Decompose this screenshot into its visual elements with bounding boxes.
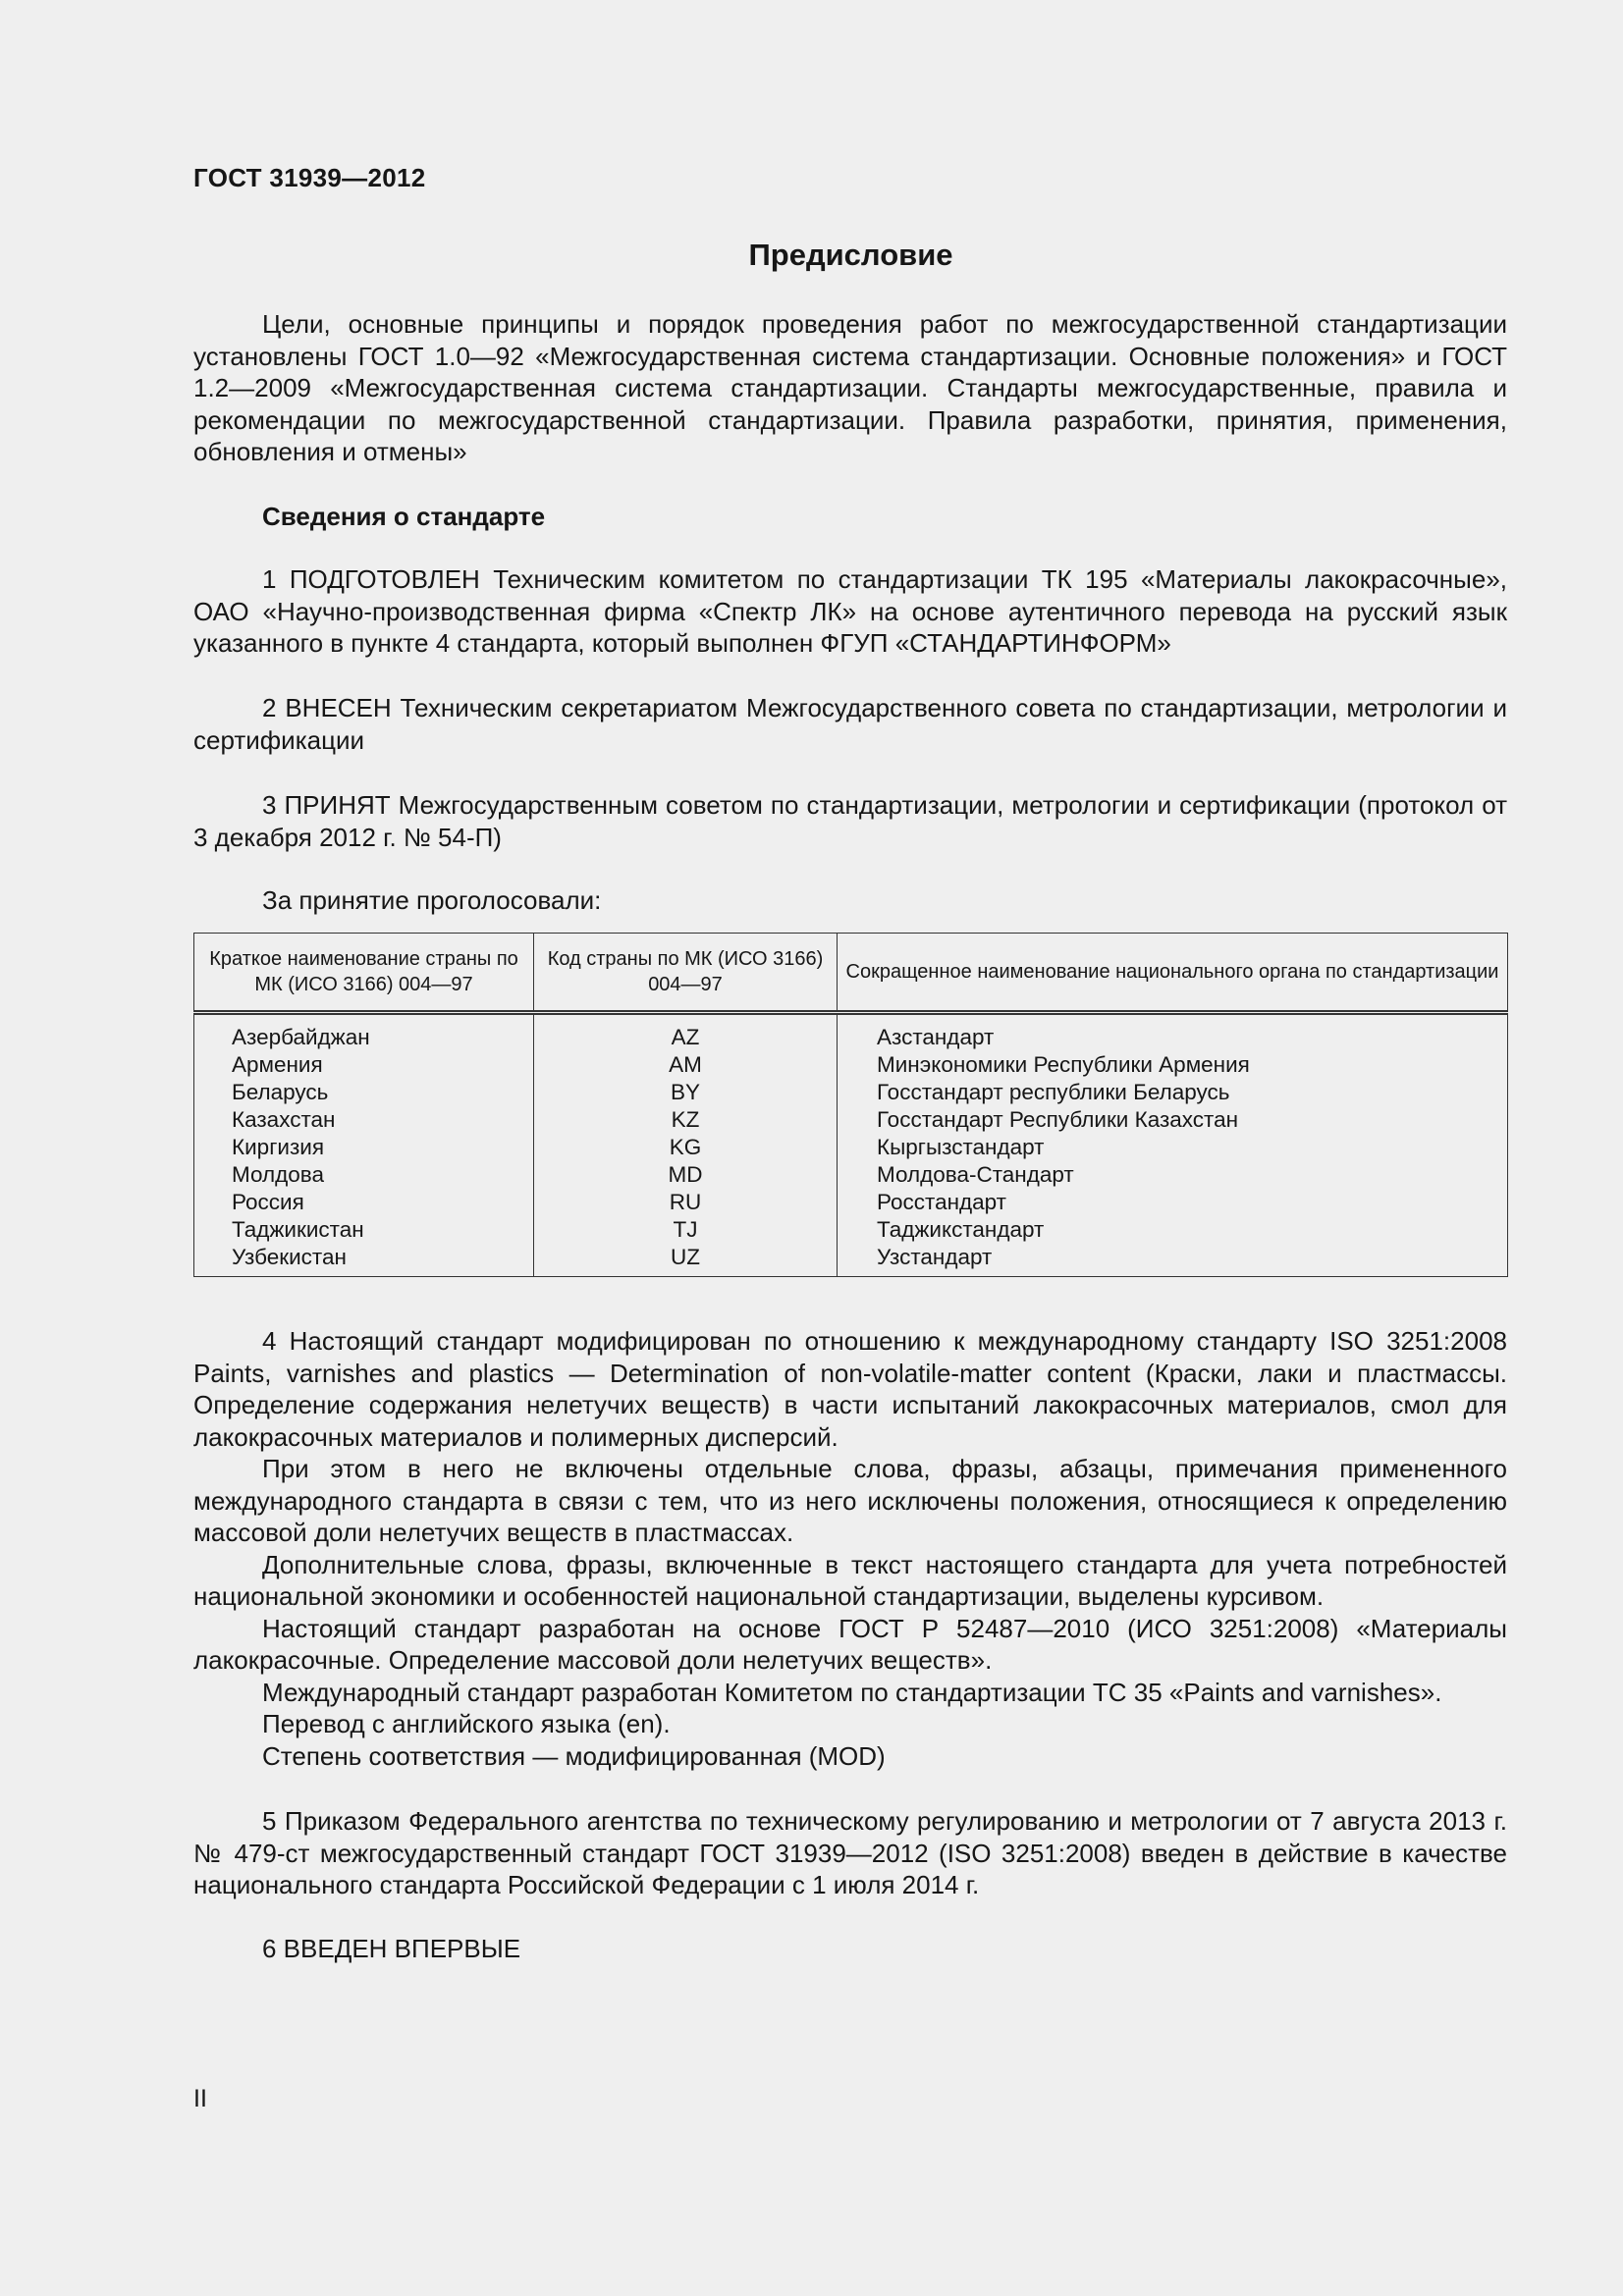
table-header-row [194,934,1508,1013]
section-heading: Сведения о стандарте [262,502,546,531]
country-code: AM [669,1052,702,1077]
intro-block [193,308,1507,468]
national-body: Таджикстандарт [877,1217,1045,1242]
header-country-name: Краткое наименование страны по МК (ИСО 3166) 004—97 [194,934,534,1013]
item-4-paragraph-4: Настоящий стандарт разработан на основе ГОСТ Р 52487—2010 (ИСО 3251:2008) «Материалы лакокрасочные. Определение массовой доли нелетучих веществ». [193,1613,1507,1675]
national-body: Госстандарт Республики Казахстан [877,1107,1239,1132]
intro-paragraph: Цели, основные принципы и порядок проведения работ по межгосударственной стандартизации установлены ГОСТ 1.0—92 «Межгосударственная система стандартизации. Основные положения» и ГОСТ 1.2—2009 «Межгосударственная система стандартизации. Стандарты межгосударственные, правила и рекомендации по межгосударственной стандартизации. Правила разработки, принятия, применения, обновления и отмены» [193,309,1507,466]
item-4-paragraph-2: При этом в него не включены отдельные слова, фразы, абзацы, примечания примененного международного стандарта в связи с тем, что из него исключены положения, относящиеся к определению массовой доли нелетучих веществ в пластмассах. [193,1454,1507,1547]
voted-label: За принятие проголосовали: [262,885,602,915]
country-name: Беларусь [232,1080,329,1104]
national-body: Минэкономики Республики Армения [877,1052,1250,1077]
country-code: TJ [673,1217,698,1242]
item-2-paragraph: 2 ВНЕСЕН Техническим секретариатом Межгосударственного совета по стандартизации, метрологии и сертификации [193,693,1507,755]
country-name: Армения [232,1052,323,1077]
item-4-paragraph-6: Перевод с английского языка (en). [262,1709,671,1738]
item-3-paragraph: 3 ПРИНЯТ Межгосударственным советом по стандартизации, метрологии и сертификации (протокол от 3 декабря 2012 г. № 54-П) [193,790,1507,852]
country-code: KG [669,1135,702,1159]
item-4-paragraph-7: Степень соответствия — модифицированная (MOD) [262,1740,886,1771]
national-body: Азстандарт [877,1025,995,1049]
section-heading-block [193,501,1507,533]
country-names-cell [194,1013,534,1277]
item-6-block [193,1933,1507,1965]
item-1-block [193,563,1507,660]
header-national-body: Сокращенное наименование национального органа по стандартизации [838,934,1508,1013]
national-body: Молдова-Стандарт [877,1162,1074,1187]
country-name: Россия [232,1190,304,1214]
country-name: Киргизия [232,1135,325,1159]
country-name: Узбекистан [232,1245,347,1269]
item-4-paragraph-5: Международный стандарт разработан Комитетом по стандартизации TC 35 «Paints and varnishes». [262,1677,1442,1707]
country-code: UZ [671,1245,700,1269]
table-body-row [194,1013,1508,1277]
page-number: II [193,2085,207,2112]
country-name: Таджикистан [232,1217,364,1242]
header-country-code: Код страны по МК (ИСО 3166) 004—97 [534,934,838,1013]
country-code: KZ [671,1107,700,1132]
item-3-block [193,789,1507,853]
national-body: Росстандарт [877,1190,1006,1214]
country-code: BY [670,1080,700,1104]
country-name: Азербайджан [232,1025,370,1049]
page-title: Предисловие [748,238,953,272]
item-6-paragraph: 6 ВВЕДЕН ВПЕРВЫЕ [262,1934,521,1963]
country-name: Казахстан [232,1107,336,1132]
item-4-paragraph-1: 4 Настоящий стандарт модифицирован по отношению к международному стандарту ISO 3251:2008 Paints, varnishes and plastics — Determination of non-volatile-matter content (Краски, лаки и пластмассы. Определение содержания нелетучих веществ) в части испытаний лакокрасочных материалов, смол для лакокрасочных материалов и полимерных дисперсий. [193,1326,1507,1452]
country-code: MD [668,1162,703,1187]
document-id-header: ГОСТ 31939—2012 [193,163,426,192]
item-4-block [193,1325,1507,1772]
item-5-paragraph: 5 Приказом Федерального агентства по техническому регулированию и метрологии от 7 августа 2013 г. № 479-ст межгосударственный стандарт ГОСТ 31939—2012 (ISO 3251:2008) введен в действие в качестве национального стандарта Российской Федерации с 1 июля 2014 г. [193,1806,1507,1899]
voted-label-block [193,884,1507,917]
national-body: Узстандарт [877,1245,993,1269]
national-bodies-cell [838,1013,1508,1277]
national-body: Госстандарт республики Беларусь [877,1080,1230,1104]
item-1-paragraph: 1 ПОДГОТОВЛЕН Техническим комитетом по стандартизации ТК 195 «Материалы лакокрасочные», ОАО «Научно-производственная фирма «Спектр ЛК» на основе аутентичного перевода на русский язык указанного в пункте 4 стандарта, который выполнен ФГУП «СТАНДАРТИНФОРМ» [193,564,1507,658]
item-4-paragraph-3: Дополнительные слова, фразы, включенные в текст настоящего стандарта для учета потребностей национальной экономики и особенностей национальной стандартизации, выделены курсивом. [193,1549,1507,1611]
item-2-block [193,692,1507,756]
country-codes-cell [534,1013,838,1277]
voting-countries-table [193,933,1508,1277]
country-name: Молдова [232,1162,324,1187]
country-code: AZ [671,1025,700,1049]
country-code: RU [669,1190,702,1214]
item-5-block [193,1805,1507,1901]
national-body: Кыргызстандарт [877,1135,1045,1159]
